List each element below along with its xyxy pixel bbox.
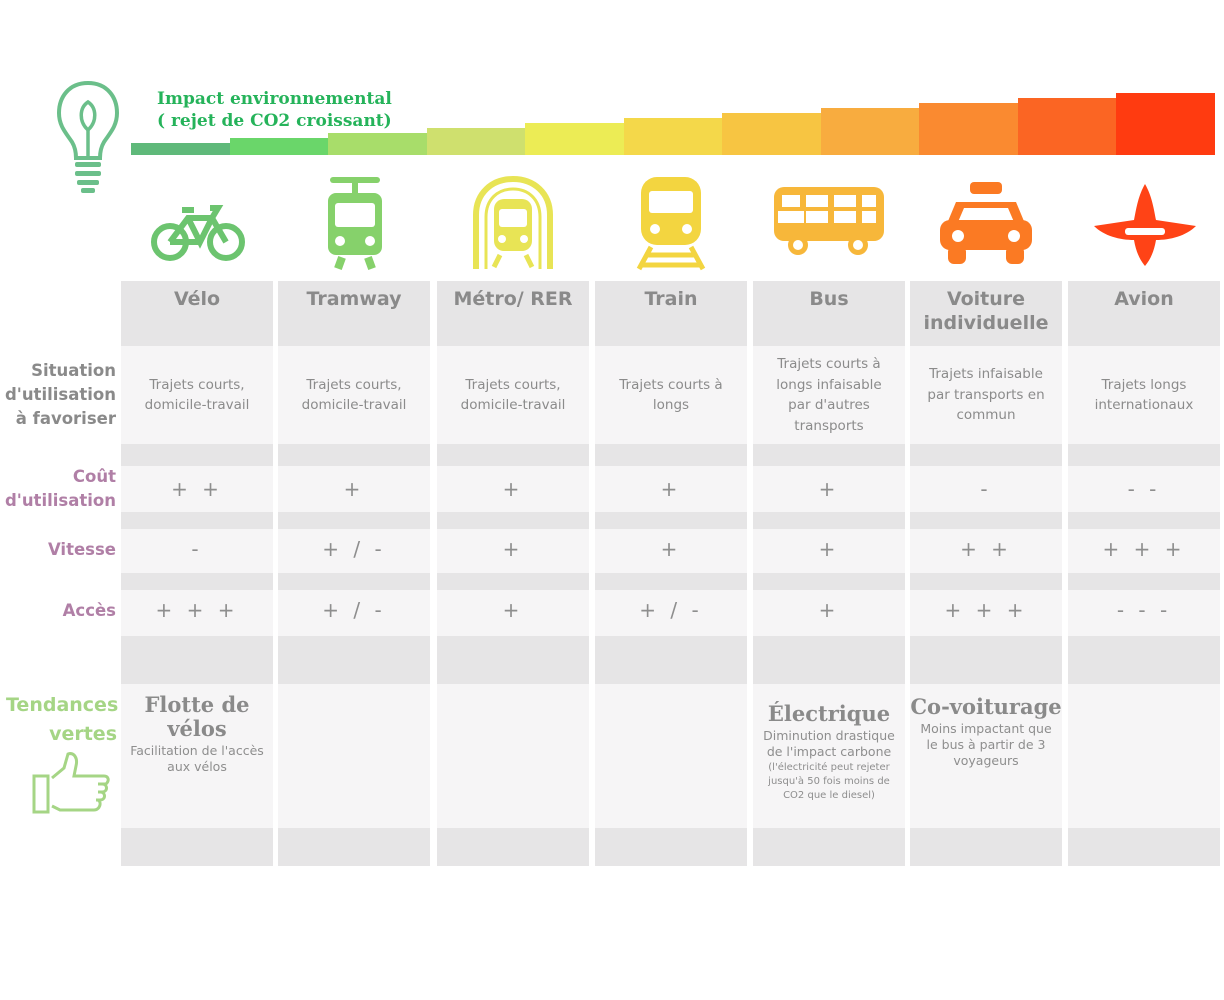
- vitesse-cell: + / -: [322, 537, 386, 561]
- train-icon: [633, 175, 709, 271]
- impact-title-line2: ( rejet de CO2 croissant): [157, 111, 392, 131]
- vitesse-cell: +: [502, 537, 524, 561]
- row-separator: [1068, 573, 1220, 590]
- row-separator: [595, 636, 747, 684]
- impact-step: [230, 138, 329, 155]
- vitesse-cell: +: [660, 537, 682, 561]
- column-title-line: individuelle: [923, 312, 1049, 334]
- situation-line: Trajets courts,: [306, 376, 402, 393]
- row-separator: [595, 444, 747, 466]
- green-trend-title: [121, 693, 273, 741]
- impact-title-line1: Impact environnemental: [157, 89, 392, 109]
- impact-step: [1018, 98, 1117, 155]
- row-separator: [1068, 828, 1220, 866]
- situation-line: par d'autres: [788, 397, 870, 413]
- row-label-situation: [5, 359, 116, 431]
- situation-cell: [918, 364, 1054, 426]
- situation-cell: [1076, 375, 1212, 416]
- lightbulb-icon: [55, 80, 121, 195]
- acces-cell: + + +: [944, 598, 1028, 622]
- row-separator: [595, 573, 747, 590]
- situation-line: domicile-travail: [460, 397, 566, 413]
- green-trend-description: [759, 728, 899, 760]
- row-separator: [121, 573, 273, 590]
- situation-line: Trajets courts,: [149, 376, 245, 393]
- acces-cell: + / -: [639, 598, 703, 622]
- row-separator: [121, 512, 273, 529]
- row-label-cout: [5, 465, 116, 513]
- situation-line: Trajets courts,: [465, 376, 561, 393]
- vitesse-cell: +: [818, 537, 840, 561]
- table-column: [437, 281, 589, 866]
- green-trend-title-line: Flotte de: [144, 692, 250, 717]
- table-column: [595, 281, 747, 866]
- acces-cell: - - -: [1116, 598, 1172, 622]
- row-separator: [910, 573, 1062, 590]
- row-separator: [121, 636, 273, 684]
- impact-step: [624, 118, 723, 155]
- situation-line: Trajets infaisable: [929, 366, 1043, 383]
- row-separator: [753, 444, 905, 466]
- green-trend-description-line: Moins impactant que: [920, 721, 1052, 736]
- situation-cell: [603, 375, 739, 416]
- vitesse-cell: + +: [960, 537, 1012, 561]
- row-separator: [437, 828, 589, 866]
- impact-step: [427, 128, 526, 155]
- plane-icon: [1092, 182, 1198, 268]
- situation-line: par transports en: [927, 386, 1045, 403]
- column-title: Tramway: [306, 288, 402, 310]
- green-trend-title-line: vélos: [167, 716, 227, 741]
- acces-cell: +: [818, 598, 840, 622]
- situation-line: domicile-travail: [301, 397, 407, 413]
- row-separator: [121, 444, 273, 466]
- thumbs-up-icon: [30, 750, 112, 816]
- situation-line: Trajets longs: [1101, 376, 1187, 393]
- impact-step: [131, 143, 230, 155]
- green-trend-description-line: le bus à partir de 3: [926, 737, 1046, 752]
- row-separator: [753, 573, 905, 590]
- row-separator: [121, 828, 273, 866]
- cout-cell: + +: [171, 477, 223, 501]
- situation-line: transports: [794, 417, 864, 434]
- vitesse-cell: + + +: [1102, 537, 1186, 561]
- row-label-situation-line2: d'utilisation: [4, 385, 116, 404]
- green-trend-title: Électrique: [767, 701, 891, 726]
- green-trend-note-line: jusqu'à 50 fois moins de: [768, 776, 890, 787]
- row-separator: [278, 573, 430, 590]
- row-separator: [753, 636, 905, 684]
- cout-cell: +: [818, 477, 840, 501]
- tramway-icon: [322, 175, 388, 271]
- table-column: [121, 281, 273, 866]
- cout-cell: +: [343, 477, 365, 501]
- acces-cell: + + +: [155, 598, 239, 622]
- situation-line: longs infaisable: [776, 376, 882, 393]
- green-trend-description-line: Facilitation de l'accès: [130, 743, 264, 758]
- row-separator: [910, 444, 1062, 466]
- column-title: [910, 287, 1062, 335]
- row-separator: [753, 512, 905, 529]
- table-column: [753, 281, 905, 866]
- row-label-situation-line1: Situation: [31, 361, 116, 380]
- column-title: Vélo: [173, 288, 221, 310]
- column-title: Bus: [809, 288, 849, 310]
- situation-line: domicile-travail: [144, 397, 250, 413]
- row-label-situation-line3: à favoriser: [15, 409, 116, 428]
- bus-icon: [772, 185, 886, 257]
- row-label-tendances-line2: vertes: [49, 723, 117, 745]
- row-label-cout-line2: d'utilisation: [4, 491, 116, 510]
- column-title: Train: [644, 288, 698, 310]
- row-separator: [753, 828, 905, 866]
- green-trend-description-line: aux vélos: [167, 759, 227, 774]
- impact-title: [157, 88, 392, 132]
- metro-icon: [470, 175, 556, 271]
- row-separator: [595, 828, 747, 866]
- cout-cell: +: [502, 477, 524, 501]
- row-label-acces: Accès: [62, 601, 116, 620]
- table-column: [278, 281, 430, 866]
- green-trend-description: [127, 743, 267, 775]
- column-title: Avion: [1114, 288, 1174, 310]
- cout-cell: +: [660, 477, 682, 501]
- green-trend-description-line: de l'impact carbone: [766, 744, 892, 759]
- row-separator: [278, 444, 430, 466]
- row-separator: [595, 512, 747, 529]
- bicycle-icon: [150, 200, 246, 262]
- situation-cell: [445, 375, 581, 416]
- situation-line: commun: [956, 407, 1016, 424]
- table-column: [1068, 281, 1220, 866]
- green-trend-description-line: voyageurs: [953, 753, 1019, 768]
- green-trend-note: [759, 761, 899, 803]
- impact-step: [919, 103, 1018, 155]
- green-trend-description: [916, 721, 1056, 769]
- impact-step: [328, 133, 427, 155]
- acces-cell: + / -: [322, 598, 386, 622]
- row-separator: [437, 512, 589, 529]
- car-icon: [938, 180, 1034, 266]
- situation-line: Trajets courts à: [619, 376, 723, 393]
- impact-step: [1116, 93, 1215, 155]
- column-title-line: Voiture: [946, 288, 1026, 310]
- situation-cell: [761, 354, 897, 436]
- acces-cell: +: [502, 598, 524, 622]
- row-separator: [437, 573, 589, 590]
- row-label-tendances-line1: Tendances: [6, 694, 119, 716]
- green-trend-title: Co-voiturage: [910, 694, 1062, 719]
- row-separator: [910, 512, 1062, 529]
- situation-cell: [129, 375, 265, 416]
- row-separator: [1068, 512, 1220, 529]
- row-label-cout-line1: Coût: [72, 467, 116, 486]
- row-separator: [910, 828, 1062, 866]
- green-trend-description-line: Diminution drastique: [763, 728, 895, 743]
- situation-line: Trajets courts à: [777, 356, 881, 372]
- vitesse-cell: -: [191, 537, 203, 561]
- row-separator: [437, 636, 589, 684]
- impact-step: [525, 123, 624, 155]
- row-label-tendances: [6, 691, 117, 749]
- row-separator: [437, 444, 589, 466]
- situation-cell: [286, 375, 422, 416]
- cout-cell: -: [980, 477, 992, 501]
- row-separator: [910, 636, 1062, 684]
- table-column: [910, 281, 1062, 866]
- situation-line: longs: [652, 397, 690, 413]
- cout-cell: - -: [1127, 477, 1161, 501]
- column-title: Métro/ RER: [453, 288, 573, 310]
- impact-step: [821, 108, 920, 155]
- row-separator: [1068, 636, 1220, 684]
- row-separator: [278, 636, 430, 684]
- row-separator: [278, 512, 430, 529]
- green-trend-note-line: CO2 que le diesel): [783, 790, 875, 801]
- row-separator: [1068, 444, 1220, 466]
- green-trend-note-line: (l'électricité peut rejeter: [768, 762, 890, 773]
- situation-line: internationaux: [1094, 397, 1194, 413]
- row-separator: [278, 828, 430, 866]
- impact-step: [722, 113, 821, 155]
- row-label-vitesse: Vitesse: [47, 540, 116, 559]
